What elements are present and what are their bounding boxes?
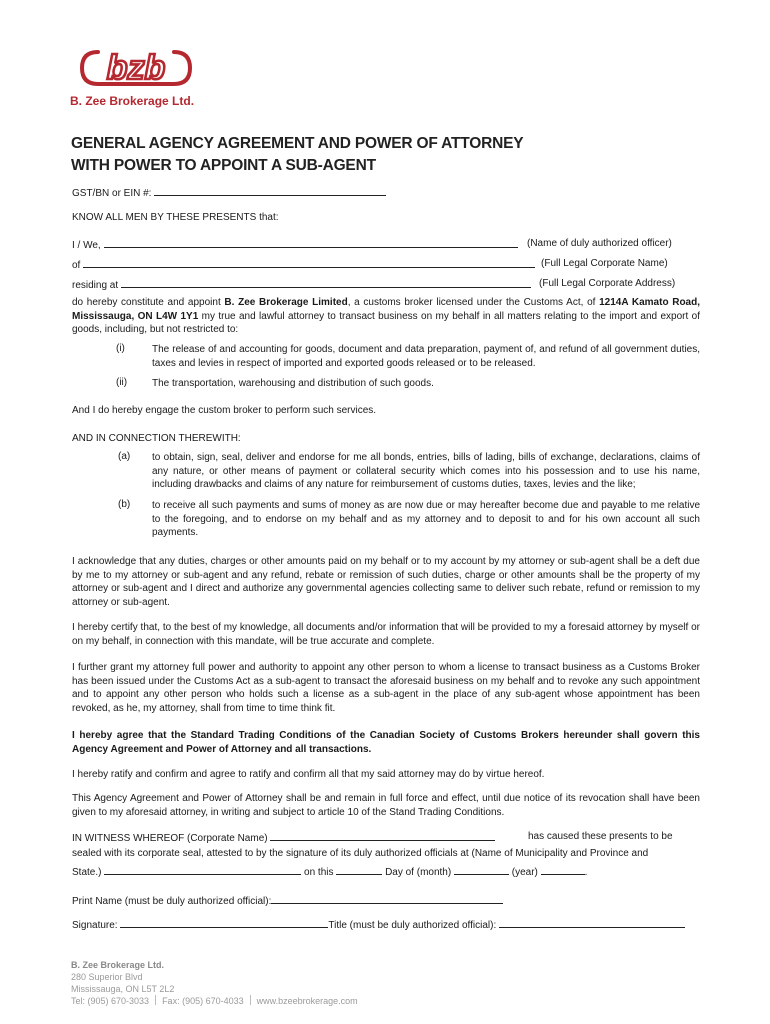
- engage-statement: And I do hereby engage the custom broker to perform such services.: [72, 405, 377, 416]
- footer-fax: Fax: (905) 670-4033: [162, 996, 244, 1006]
- year-blank[interactable]: [541, 865, 585, 875]
- month-blank[interactable]: [454, 865, 509, 875]
- corporate-name-field: of: [72, 258, 535, 272]
- corporate-name-blank[interactable]: [83, 258, 535, 268]
- address-field: residing at: [72, 278, 531, 292]
- company-name: B. Zee Brokerage Ltd.: [70, 94, 195, 108]
- item-i-number: (i): [116, 343, 125, 354]
- item-i-text: The release of and accounting for goods, document and data preparation, payment of, and refund of all government duties, taxes and levies in respect of imported and exported goods released or to be released.: [152, 344, 700, 369]
- item-ii-text: The transportation, warehousing and distribution of such goods.: [152, 378, 434, 389]
- witness-line-2: sealed with its corporate seal, attested to by the signature of its duly authorized officials at (Name of Municipality and Province and: [72, 848, 649, 859]
- remain-paragraph: This Agency Agreement and Power of Attorney shall be and remain in full force and effect, until due notice of its revocation shall have been given to my aforesaid attorney, in writing and subject to article 10 of the Stand Trading Conditions.: [72, 793, 700, 818]
- name-field: I / We,: [72, 238, 518, 252]
- footer-company: B. Zee Brokerage Ltd.: [71, 960, 165, 970]
- signature-blank[interactable]: [120, 918, 328, 928]
- standard-terms-paragraph: I hereby agree that the Standard Trading Conditions of the Canadian Society of Customs Brokers hereunder shall govern this Agency Agreement and Power of Attorney and all transactions.: [72, 730, 700, 755]
- document-title: GENERAL AGENCY AGREEMENT AND POWER OF ATTORNEY WITH POWER TO APPOINT A SUB-AGENT: [71, 135, 524, 174]
- day-blank[interactable]: [336, 865, 382, 875]
- footer-city: Mississauga, ON L5T 2L2: [71, 984, 175, 994]
- print-name-blank[interactable]: [271, 894, 503, 904]
- title-label: Title (must be duly authorized official):: [328, 920, 497, 931]
- officer-name-hint: (Name of duly authorized officer): [527, 238, 672, 249]
- grant-paragraph: I further grant my attorney full power and authority to appoint any other person to whom a license to transact business as a Customs Broker has been issued under the Customs Act as a sub-agent to transact the aforesaid business on my behalf and to revoke any such appointment and to appoint any other person who holds such a license as a sub-agent in the place of any sub-agent whose appointment has been revoked, as he, my attorney, shall from time to time think fit.: [72, 662, 700, 714]
- acknowledge-paragraph: I acknowledge that any duties, charges or other amounts paid on my behalf or to my account by my attorney or sub-agent shall be a deft due by me to my attorney or sub-agent and any refund, rebate or remission of such duties, charge or other amounts shall be the property of my attorney or sub-agent and I direct and authorize any governmental agencies collecting same to deliver such rebate, refund or remission to my attorney or sub-agent.: [72, 556, 700, 608]
- witness-corporate-name-blank[interactable]: [270, 831, 495, 841]
- item-b-text: to receive all such payments and sums of money as are now due or may hereafter become due and payable to me relative to the foregoing, and to endorse on my behalf and as my attorney and to deposit to and for his own account all such payments.: [152, 500, 700, 538]
- ratify-paragraph: I hereby ratify and confirm and agree to ratify and confirm all that my said attorney may do by virtue hereof.: [72, 769, 545, 780]
- item-a-text: to obtain, sign, seal, deliver and endorse for me all bonds, entries, bills of lading, bills of exchange, declarations, claims of any nature, or other means of payment or collateral security which comes into his possession and to use his name, including drawbacks and claims of any nature for reimbursement of customs duties, taxes, levies and the like;: [152, 452, 700, 490]
- appointment-paragraph: do hereby constitute and appoint B. Zee Brokerage Limited, a customs broker licensed under the Customs Act, of 1214A Kamato Road, Mississauga, ON L4W 1Y1 my true and lawful attorney to transact business on my behalf in all matters relating to the import and export of goods, including, but not restricted to:: [72, 297, 701, 335]
- bzb-logo: [76, 42, 196, 94]
- footer-website[interactable]: www.bzeebrokerage.com: [256, 996, 358, 1006]
- official-title-blank[interactable]: [499, 918, 685, 928]
- svg-text:bzb: bzb: [106, 49, 166, 87]
- corporate-name-hint: (Full Legal Corporate Name): [541, 258, 668, 269]
- footer-street: 280 Superior Blvd: [71, 972, 143, 982]
- footer-contact: [71, 959, 358, 1007]
- item-b-number: (b): [118, 499, 131, 510]
- footer-phone-line: [71, 995, 358, 1007]
- address-blank[interactable]: [121, 278, 531, 288]
- know-all-men: KNOW ALL MEN BY THESE PRESENTS that:: [72, 212, 279, 223]
- footer-tel: Tel: (905) 670-3033: [71, 996, 150, 1006]
- officer-name-blank[interactable]: [104, 238, 518, 248]
- witness-line-1: IN WITNESS WHEREOF (Corporate Name): [72, 831, 495, 845]
- gst-field: GST/BN or EIN #:: [72, 186, 386, 200]
- item-a-number: (a): [118, 451, 131, 462]
- witness-line-3: State.) on this Day of (month) (year) .: [72, 867, 588, 878]
- signature-field: Signature: Title (must be duly authorized official):: [72, 918, 685, 932]
- connection-heading: AND IN CONNECTION THEREWITH:: [72, 433, 241, 444]
- print-name-field: Print Name (must be duly authorized official):: [72, 894, 503, 908]
- item-ii-number: (ii): [116, 377, 128, 388]
- address-hint: (Full Legal Corporate Address): [539, 278, 676, 289]
- certify-paragraph: I hereby certify that, to the best of my knowledge, all documents and/or information that will be provided to my a foresaid attorney by myself or on my behalf, in connection with this mandate, will be true accurate and complete.: [72, 622, 700, 647]
- municipality-blank[interactable]: [104, 865, 301, 875]
- gst-blank[interactable]: [154, 186, 386, 196]
- witness-has-caused: has caused these presents to be: [528, 831, 673, 842]
